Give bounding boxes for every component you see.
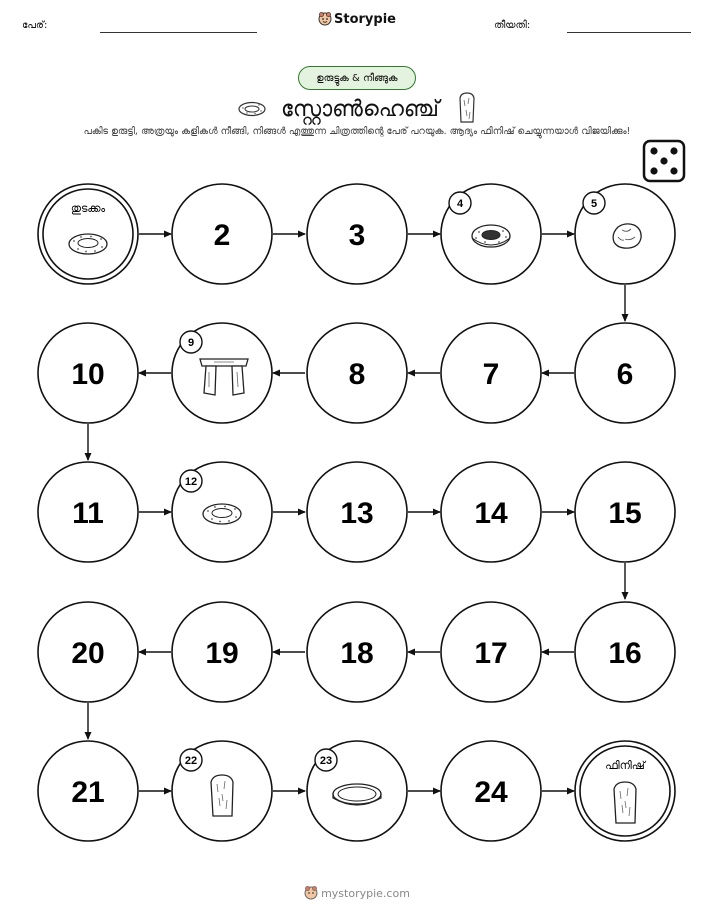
- cell-9: [172, 323, 272, 423]
- cell-number: 20: [71, 637, 105, 670]
- cell-number: 15: [608, 497, 642, 530]
- standing-stone-icon: [614, 782, 636, 823]
- cell-number: 10: [71, 358, 105, 391]
- cell-number: 12: [184, 476, 198, 488]
- brand-name: Storypie: [334, 12, 396, 27]
- cell-8: [307, 323, 407, 423]
- cell-24: [441, 741, 541, 841]
- cell-14: [441, 462, 541, 562]
- stone-ring-pit-icon: [472, 225, 510, 247]
- cell-11: [38, 462, 138, 562]
- cell-number: 4: [456, 198, 464, 210]
- cell-number: 8: [348, 358, 366, 391]
- subtitle-pill: ഉരുട്ടുക & നീങ്ങുക: [298, 66, 416, 90]
- finish-label: ഫിനിഷ്: [605, 759, 645, 772]
- instructions: പകിട ഉരുട്ടി, അത്രയും കളികൾ നീങ്ങി, നിങ്ങൾ എത്തുന്ന ചിത്രത്തിന്റെ പേര് പറയുക. ആദ്യം ഫിനിഷ് ചെയ്യുന്നയാൾ വിജയിക്കും!: [83, 126, 631, 137]
- die-icon: [644, 141, 684, 181]
- cell-number: 21: [71, 776, 105, 809]
- standing-stone-icon: [211, 775, 233, 816]
- cell-21: [38, 741, 138, 841]
- cell-4: [441, 184, 541, 284]
- cell-6: [575, 323, 675, 423]
- cell-2: [172, 184, 272, 284]
- cell-number: 16: [608, 637, 642, 670]
- cell-12: [172, 462, 272, 562]
- cell-number: 17: [474, 637, 508, 670]
- cell-22: [172, 741, 272, 841]
- cell-18: [307, 602, 407, 702]
- cell-19: [172, 602, 272, 702]
- footer-url[interactable]: mystorypie.com: [321, 887, 410, 900]
- cell-number: 7: [482, 358, 500, 391]
- cell-number: 6: [616, 358, 634, 391]
- cell-number: 9: [187, 337, 195, 349]
- circular-ditch-icon: [333, 784, 381, 805]
- start-label: തുടക്കം: [70, 202, 106, 215]
- cell-number: 13: [340, 497, 374, 530]
- cell-number: 22: [184, 755, 198, 767]
- footer: [0, 886, 714, 903]
- cell-number: 24: [474, 776, 508, 809]
- start-cell: [38, 184, 138, 284]
- rock-icon: [613, 224, 641, 248]
- cell-17: [441, 602, 541, 702]
- cell-number: 18: [340, 637, 374, 670]
- storypie-logo-icon: [304, 886, 318, 903]
- cell-3: [307, 184, 407, 284]
- cell-23: [307, 741, 407, 841]
- stone-ring-icon: [69, 234, 107, 254]
- cell-7: [441, 323, 541, 423]
- title-text: സ്റ്റോൺഹെഞ്ച്: [281, 97, 439, 122]
- name-label: പേര്:: [22, 20, 48, 31]
- cell-16: [575, 602, 675, 702]
- cell-13: [307, 462, 407, 562]
- stone-ring-icon: [203, 504, 241, 524]
- cell-number: 3: [348, 219, 366, 252]
- cell-number: 11: [72, 497, 104, 530]
- finish-cell: [575, 741, 675, 841]
- cell-number: 23: [319, 755, 333, 767]
- cell-number: 14: [474, 497, 508, 530]
- cell-number: 2: [213, 219, 231, 252]
- cell-5: [575, 184, 675, 284]
- cell-10: [38, 323, 138, 423]
- cell-20: [38, 602, 138, 702]
- date-label: തീയതി:: [494, 20, 531, 31]
- cell-15: [575, 462, 675, 562]
- cell-number: 5: [590, 198, 598, 210]
- cell-number: 19: [205, 637, 239, 670]
